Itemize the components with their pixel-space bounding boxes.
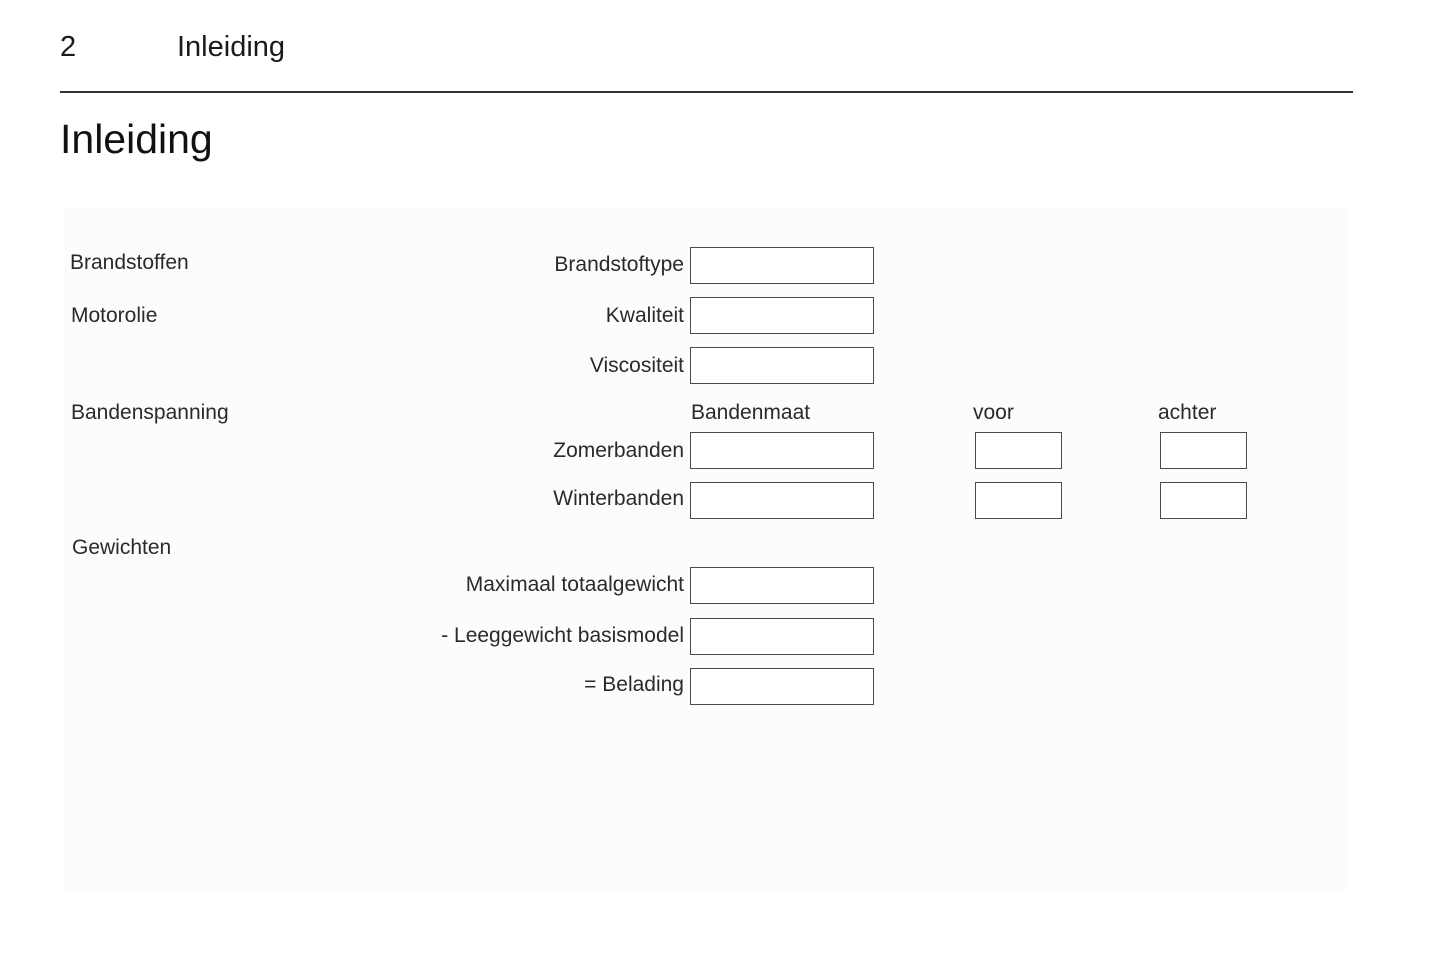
max-total-weight-field[interactable] bbox=[690, 567, 874, 604]
section-fuel: Brandstoffen bbox=[70, 251, 189, 274]
winter-tyres-front-field[interactable] bbox=[975, 482, 1062, 519]
tyre-size-column-header: Bandenmaat bbox=[691, 401, 811, 424]
page-title: Inleiding bbox=[60, 116, 213, 162]
viscosity-field[interactable] bbox=[690, 347, 874, 384]
quality-label: Kwaliteit bbox=[605, 304, 684, 327]
winter-tyres-size-field[interactable] bbox=[690, 482, 874, 519]
viscosity-label: Viscositeit bbox=[589, 354, 684, 377]
page-number: 2 bbox=[60, 31, 77, 63]
summer-tyres-label: Zomerbanden bbox=[553, 439, 684, 462]
header-rule bbox=[60, 91, 1353, 93]
curb-weight-label: - Leeggewicht basismodel bbox=[441, 624, 684, 647]
quality-field[interactable] bbox=[690, 297, 874, 334]
max-total-weight-label: Maximaal totaalgewicht bbox=[465, 573, 684, 596]
summer-tyres-rear-field[interactable] bbox=[1160, 432, 1247, 469]
section-tyre-pressure: Bandenspanning bbox=[71, 401, 229, 424]
load-field[interactable] bbox=[690, 668, 874, 705]
running-head: Inleiding bbox=[177, 31, 286, 63]
fuel-type-label: Brandstoftype bbox=[554, 253, 684, 276]
winter-tyres-label: Winterbanden bbox=[553, 487, 684, 510]
tyre-rear-column-header: achter bbox=[1158, 401, 1217, 424]
summer-tyres-front-field[interactable] bbox=[975, 432, 1062, 469]
tyre-front-column-header: voor bbox=[973, 401, 1014, 424]
load-label: = Belading bbox=[584, 673, 684, 696]
summer-tyres-size-field[interactable] bbox=[690, 432, 874, 469]
fuel-type-field[interactable] bbox=[690, 247, 874, 284]
curb-weight-field[interactable] bbox=[690, 618, 874, 655]
section-engine-oil: Motorolie bbox=[71, 304, 158, 327]
section-weights: Gewichten bbox=[72, 536, 172, 559]
winter-tyres-rear-field[interactable] bbox=[1160, 482, 1247, 519]
